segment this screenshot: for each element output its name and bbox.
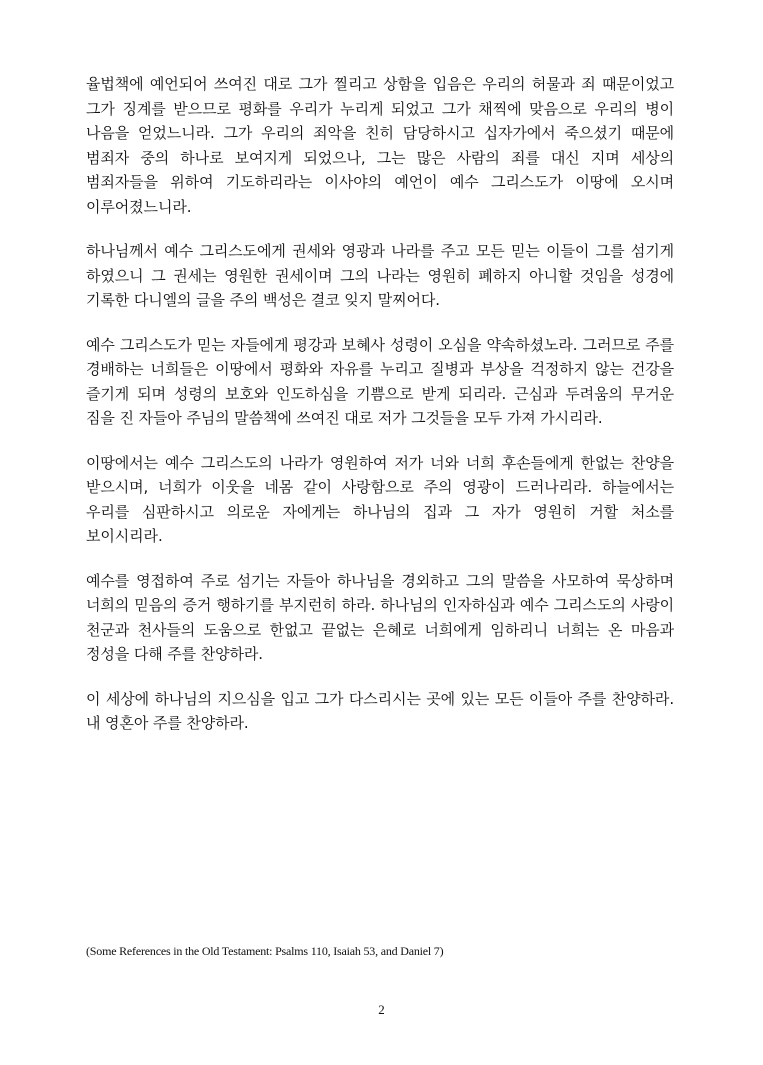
paragraph-5: 예수를 영접하여 주로 섬기는 자들아 하나님을 경외하고 그의 말씀을 사모하여 묵상하며 너희의 믿음의 증거 행하기를 부지런히 하라. 하나님의 인자하심과 예수 그리스도의 사랑이 천군과 천사들의 도움으로 한없고 끝없는 은혜로 너희에게 임하리니 너희는 온 마음과 정성을 다해 주를 찬양하라. [86,571,674,663]
footnote-references: (Some References in the Old Testament: Psalms 110, Isaiah 53, and Daniel 7) [86,944,444,958]
page-number: 2 [378,1002,385,1017]
body-text [86,72,674,756]
paragraph-3: 예수 그리스도가 믿는 자들에게 평강과 보혜사 성령이 오심을 약속하셨노라. 그러므로 주를 경배하는 너희들은 이땅에서 평화와 자유를 누리고 질병과 부상을 걱정하지 않는 건강을 즐기게 되며 성령의 보호와 인도하심을 기쁨으로 받게 되리라. 근심과 두려움의 무거운 짐을 진 자들아 주님의 말씀책에 쓰여진 대로 저가 그것들을 모두 가져 가시리라. [86,335,674,427]
paragraph-4: 이땅에서는 예수 그리스도의 나라가 영원하여 저가 너와 너희 후손들에게 한없는 찬양을 받으시며, 너희가 이웃을 네몸 같이 사랑함으로 주의 영광이 드러나리라. 하늘에서는 우리를 심판하시고 의로운 자에게는 하나님의 집과 그 자가 영원히 거할 처소를 보이시리라. [86,453,674,545]
paragraph-1: 율법책에 예언되어 쓰여진 대로 그가 찔리고 상함을 입음은 우리의 허물과 죄 때문이었고 그가 징계를 받으므로 평화를 우리가 누리게 되었고 그가 채찍에 맞음으로 우리의 병이 나음을 얻었느니라. 그가 우리의 죄악을 친히 담당하시고 십자가에서 죽으셨기 때문에 범죄자 중의 하나로 보여지게 되었으나, 그는 많은 사람의 죄를 대신 지며 세상의 범죄자들을 위하여 기도하리라는 이사야의 예언이 예수 그리스도가 이땅에 오시며 이루어졌느니라. [86,75,674,216]
paragraph-2: 하나님께서 예수 그리스도에게 권세와 영광과 나라를 주고 모든 믿는 이들이 그를 섬기게 하였으니 그 권세는 영원한 권세이며 그의 나라는 영원히 폐하지 아니할 것임을 성경에 기록한 다니엘의 글을 주의 백성은 결코 잊지 말찌어다. [86,242,674,309]
paragraph-6: 이 세상에 하나님의 지으심을 입고 그가 다스리시는 곳에 있는 모든 이들아 주를 찬양하라. 내 영혼아 주를 찬양하라. [86,689,674,732]
